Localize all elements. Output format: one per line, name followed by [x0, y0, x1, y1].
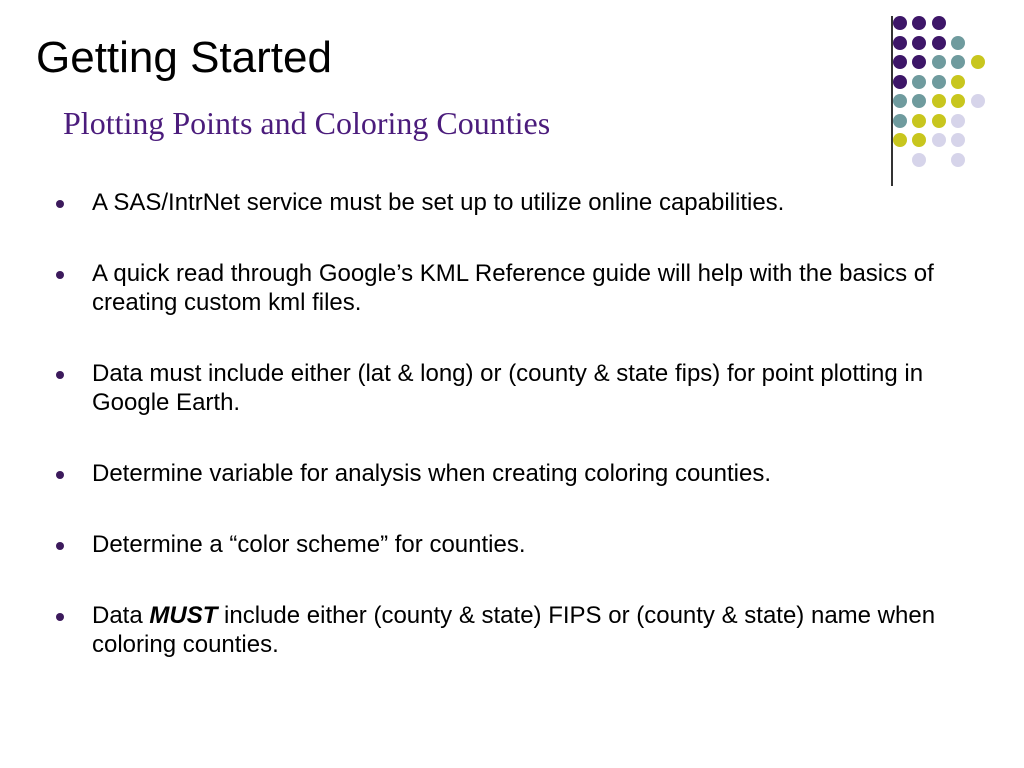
- decorative-dot: [932, 16, 946, 30]
- decorative-dot: [951, 55, 965, 69]
- decorative-dot: [912, 36, 926, 50]
- decorative-dot: [951, 153, 965, 167]
- decorative-dot: [932, 114, 946, 128]
- decorative-dot: [893, 133, 907, 147]
- slide-title: Getting Started: [36, 33, 332, 82]
- slide-subtitle: Plotting Points and Coloring Counties: [63, 105, 551, 141]
- bullet-dot-icon: [56, 613, 64, 621]
- bullet-item: [55, 259, 965, 317]
- bullet-item: [55, 530, 965, 559]
- bullet-text: A SAS/IntrNet service must be set up to utilize online capabilities.: [92, 189, 785, 216]
- decorative-dot: [932, 94, 946, 108]
- decorative-dot: [912, 16, 926, 30]
- bullet-dot-icon: [56, 471, 64, 479]
- decorative-dot: [951, 133, 965, 147]
- decorative-dot: [893, 55, 907, 69]
- decorative-dot: [912, 114, 926, 128]
- decorative-dot: [912, 94, 926, 108]
- decorative-dot: [951, 36, 965, 50]
- bullet-text: A quick read through Google’s KML Reference guide will help with the basics of creating custom kml files.: [92, 260, 934, 316]
- decorative-dot: [912, 55, 926, 69]
- bullet-dot-icon: [56, 200, 64, 208]
- decorative-dot: [893, 94, 907, 108]
- decorative-dot: [951, 114, 965, 128]
- vertical-divider: [891, 16, 893, 186]
- bullet-text: [92, 602, 935, 658]
- decorative-dot: [912, 75, 926, 89]
- emphasis-text: MUST: [149, 602, 218, 629]
- bullet-text-before: Data: [92, 602, 150, 629]
- bullet-item: [55, 188, 965, 217]
- decorative-dot: [893, 75, 907, 89]
- bullet-item: [55, 601, 965, 659]
- bullet-item: [55, 359, 965, 417]
- decorative-dot: [932, 75, 946, 89]
- decorative-dot: [893, 16, 907, 30]
- bullet-text: Determine a “color scheme” for counties.: [92, 531, 526, 558]
- bullet-dot-icon: [56, 371, 64, 379]
- decorative-dot: [951, 75, 965, 89]
- decorative-dot: [971, 55, 985, 69]
- bullet-dot-icon: [56, 542, 64, 550]
- decorative-dot-grid: [0, 0, 1024, 180]
- decorative-dot: [912, 153, 926, 167]
- bullet-text: Data must include either (lat & long) or (county & state fips) for point plotting in Google Earth.: [92, 360, 924, 416]
- decorative-dot: [893, 114, 907, 128]
- decorative-dot: [971, 94, 985, 108]
- decorative-dot: [893, 36, 907, 50]
- decorative-dot: [932, 133, 946, 147]
- decorative-dot: [912, 133, 926, 147]
- decorative-dot: [932, 36, 946, 50]
- bullet-dot-icon: [56, 271, 64, 279]
- decorative-dot: [951, 94, 965, 108]
- bullet-text: Determine variable for analysis when creating coloring counties.: [92, 460, 772, 487]
- decorative-dot: [932, 55, 946, 69]
- bullet-item: [55, 459, 965, 488]
- bullet-text-after: include either (county & state) FIPS or (county & state) name when coloring counties.: [92, 602, 936, 658]
- bullet-list: [55, 188, 965, 701]
